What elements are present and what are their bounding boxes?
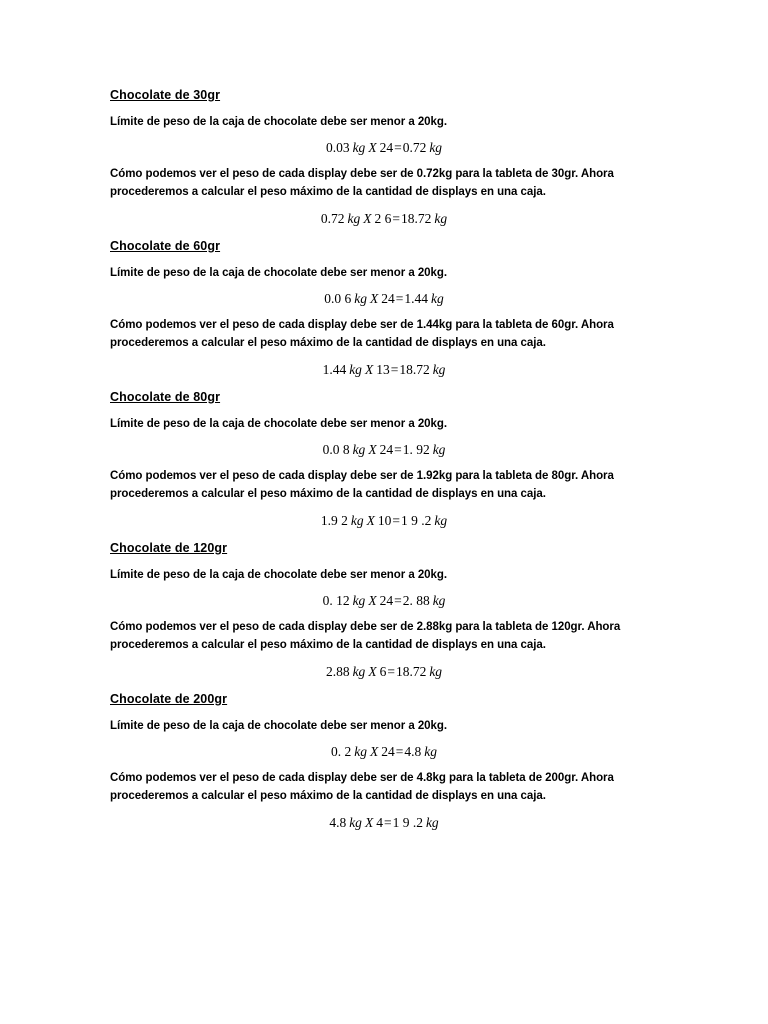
eq-unit: kg — [429, 664, 443, 679]
eq-unit: kg — [349, 362, 362, 377]
eq-operand: 0.0 8 — [322, 442, 350, 457]
eq-operator: X — [368, 664, 377, 679]
eq-operand: 24 — [379, 140, 394, 155]
limit-paragraph: Límite de peso de la caja de chocolate debe ser menor a 20kg. — [110, 418, 447, 430]
eq-operand: 24 — [379, 442, 394, 457]
limit-paragraph: Límite de peso de la caja de chocolate debe ser menor a 20kg. — [110, 116, 447, 128]
eq-equals: = — [383, 815, 392, 830]
eq-operand: 10 — [377, 513, 392, 528]
section-heading: Chocolate de 80gr — [110, 390, 221, 404]
description-paragraph: Cómo podemos ver el peso de cada display debe ser de 1.92kg para la tableta de 80gr. Ahora procederemos a calcular el peso máximo de la cantidad de displays en una caja. — [110, 470, 614, 500]
eq-equals: = — [392, 513, 400, 528]
eq-result: 1 9 .2 — [401, 513, 432, 528]
eq-operand: 2 6 — [374, 211, 392, 226]
eq-unit: kg — [432, 442, 446, 457]
eq-unit: kg — [354, 291, 367, 306]
equation-display-weight — [110, 592, 658, 610]
eq-operand: 6 — [379, 664, 387, 679]
eq-operator: X — [368, 593, 377, 608]
eq-unit: kg — [424, 744, 437, 759]
eq-unit: kg — [350, 513, 364, 528]
eq-operator: X — [364, 362, 374, 377]
eq-operator: X — [368, 140, 377, 155]
section-chocolate-60gr — [110, 237, 658, 379]
eq-unit: kg — [429, 140, 443, 155]
eq-unit: kg — [352, 593, 366, 608]
eq-operand: 0.03 — [325, 140, 350, 155]
eq-unit: kg — [434, 211, 448, 226]
eq-unit: kg — [347, 211, 361, 226]
eq-equals: = — [390, 362, 399, 377]
eq-operator: X — [363, 211, 372, 226]
eq-equals: = — [394, 593, 402, 608]
eq-result: 1 9 .2 — [392, 815, 423, 830]
eq-unit: kg — [349, 815, 362, 830]
eq-unit: kg — [354, 744, 367, 759]
section-chocolate-30gr — [110, 86, 658, 228]
section-chocolate-80gr — [110, 388, 658, 530]
equation-display-weight — [110, 441, 658, 459]
eq-result: 1.44 — [404, 291, 428, 306]
eq-equals: = — [387, 664, 395, 679]
eq-operator: X — [370, 744, 379, 759]
eq-operand: 2.88 — [325, 664, 350, 679]
equation-display-weight — [110, 139, 658, 157]
equation-box-weight — [110, 663, 658, 681]
section-heading: Chocolate de 30gr — [110, 88, 221, 102]
document-page — [110, 86, 658, 841]
description-paragraph: Cómo podemos ver el peso de cada display debe ser de 4.8kg para la tableta de 200gr. Ahora procederemos a calcular el peso máximo de la cantidad de displays en una caja. — [110, 772, 614, 802]
eq-result: 1. 92 — [402, 442, 430, 457]
eq-operator: X — [366, 513, 375, 528]
eq-operand: 0.0 6 — [324, 291, 352, 306]
eq-equals: = — [395, 291, 404, 306]
description-paragraph: Cómo podemos ver el peso de cada display debe ser de 2.88kg para la tableta de 120gr. Ahora procederemos a calcular el peso máximo de la cantidad de displays en una caja. — [110, 621, 621, 651]
section-chocolate-200gr — [110, 690, 658, 832]
limit-paragraph: Límite de peso de la caja de chocolate debe ser menor a 20kg. — [110, 267, 447, 279]
eq-operand: 4.8 — [329, 815, 347, 830]
equation-box-weight — [110, 512, 658, 530]
eq-result: 0.72 — [402, 140, 427, 155]
eq-equals: = — [394, 442, 402, 457]
eq-equals: = — [395, 744, 404, 759]
eq-unit: kg — [431, 291, 444, 306]
eq-operand: 4 — [376, 815, 383, 830]
eq-operand: 24 — [379, 593, 394, 608]
section-chocolate-120gr — [110, 539, 658, 681]
description-paragraph: Cómo podemos ver el peso de cada display debe ser de 1.44kg para la tableta de 60gr. Ahora procederemos a calcular el peso máximo de la cantidad de displays en una caja. — [110, 319, 614, 349]
limit-paragraph: Límite de peso de la caja de chocolate debe ser menor a 20kg. — [110, 569, 447, 581]
equation-display-weight — [110, 290, 658, 308]
eq-operand: 1.44 — [322, 362, 347, 377]
eq-operand: 24 — [381, 291, 395, 306]
eq-operand: 13 — [376, 362, 390, 377]
eq-operand: 0. 2 — [331, 744, 352, 759]
eq-operand: 24 — [381, 744, 395, 759]
eq-result: 2. 88 — [402, 593, 430, 608]
equation-box-weight — [110, 210, 658, 228]
eq-operand: 1.9 2 — [320, 513, 348, 528]
eq-operator: X — [370, 291, 379, 306]
description-paragraph: Cómo podemos ver el peso de cada display debe ser de 0.72kg para la tableta de 30gr. Ahora procederemos a calcular el peso máximo de la cantidad de displays en una caja. — [110, 168, 614, 198]
equation-display-weight — [110, 743, 658, 761]
limit-paragraph: Límite de peso de la caja de chocolate debe ser menor a 20kg. — [110, 720, 447, 732]
eq-result: 18.72 — [401, 211, 432, 226]
equation-box-weight — [110, 814, 658, 832]
eq-unit: kg — [352, 442, 366, 457]
eq-equals: = — [392, 211, 400, 226]
eq-unit: kg — [432, 362, 446, 377]
eq-equals: = — [394, 140, 402, 155]
eq-operand: 0. 12 — [322, 593, 350, 608]
eq-unit: kg — [432, 593, 446, 608]
eq-operator: X — [368, 442, 377, 457]
eq-result: 18.72 — [395, 664, 427, 679]
section-heading: Chocolate de 60gr — [110, 239, 221, 253]
eq-operator: X — [364, 815, 374, 830]
eq-result: 18.72 — [399, 362, 430, 377]
section-heading: Chocolate de 200gr — [110, 692, 228, 706]
eq-result: 4.8 — [404, 744, 422, 759]
eq-operand: 0.72 — [320, 211, 345, 226]
eq-unit: kg — [434, 513, 448, 528]
eq-unit: kg — [352, 664, 366, 679]
equation-box-weight — [110, 361, 658, 379]
eq-unit: kg — [352, 140, 366, 155]
eq-unit: kg — [425, 815, 439, 830]
section-heading: Chocolate de 120gr — [110, 541, 228, 555]
